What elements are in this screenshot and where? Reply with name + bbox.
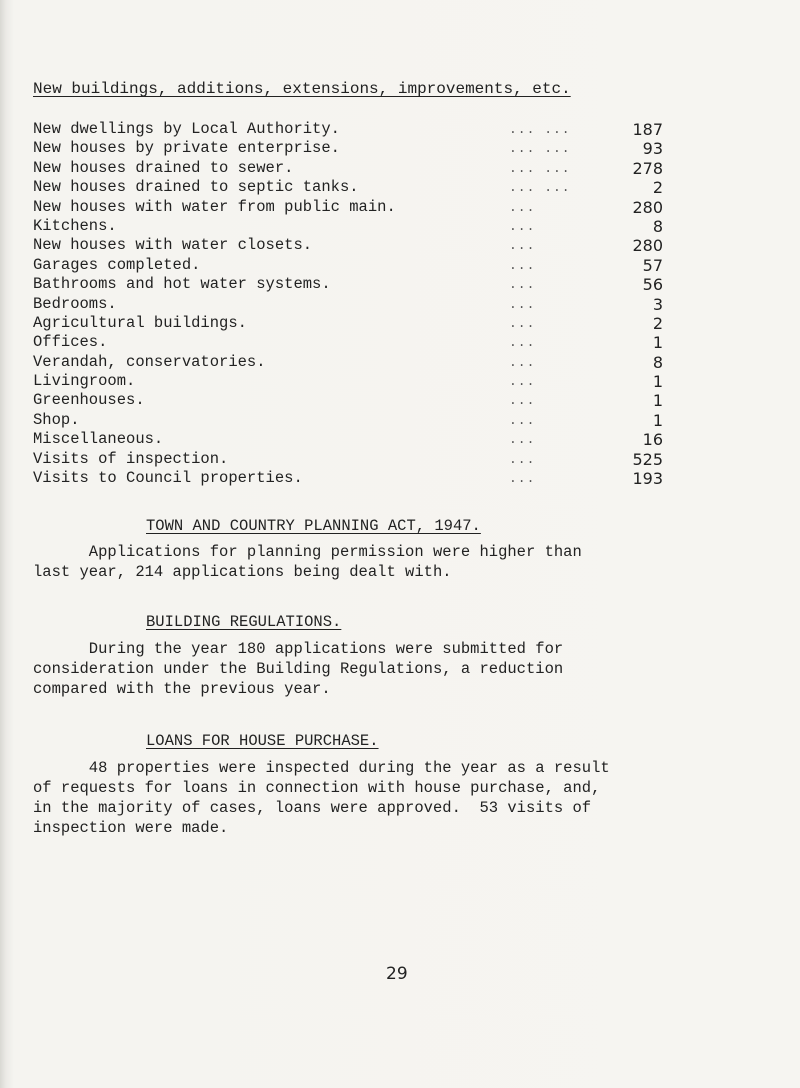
paragraph-line: compared with the previous year. (33, 680, 331, 698)
section-paragraph-building-regulations (33, 639, 693, 699)
stat-value: 8 (652, 216, 663, 236)
stat-row (33, 178, 663, 197)
stat-value: 93 (642, 139, 663, 159)
stat-row (33, 236, 663, 255)
paragraph-line: consideration under the Building Regulations, a reduction (33, 660, 564, 678)
paragraph-line: of requests for loans in connection with house purchase, and, (33, 779, 601, 797)
stat-value: 8 (652, 352, 663, 372)
stat-value: 187 (632, 120, 663, 139)
page-heading: New buildings, additions, extensions, improvements, etc. (33, 80, 571, 98)
leader-dots: ... ... (509, 122, 571, 137)
paragraph-line: Applications for planning permission were higher than (33, 543, 582, 561)
leader-dots: ... (509, 199, 536, 215)
leader-dots: ... ... (509, 141, 571, 157)
leader-dots: ... (509, 335, 536, 351)
stat-row (33, 391, 663, 410)
stat-row (33, 469, 663, 488)
leader-dots: ... (509, 432, 536, 448)
leader-dots: ... (509, 374, 536, 390)
stat-row (33, 430, 663, 449)
stat-row (33, 314, 663, 333)
leader-dots: ... (509, 238, 536, 254)
stat-value: 193 (632, 469, 663, 489)
stat-label: Shop. (33, 410, 80, 429)
stat-label: Offices. (33, 333, 108, 352)
leader-dots: ... ... (509, 160, 571, 176)
stat-value: 3 (652, 294, 663, 314)
leader-dots: ... (509, 257, 536, 273)
stat-label: Bedrooms. (33, 294, 117, 313)
stat-row (33, 333, 663, 352)
stat-value: 280 (632, 197, 663, 217)
paragraph-line: in the majority of cases, loans were approved. 53 visits of (33, 799, 592, 817)
stat-row (33, 120, 663, 139)
stat-value: 57 (642, 255, 663, 275)
stat-row (33, 450, 663, 469)
stat-value: 2 (652, 178, 663, 198)
stat-row (33, 217, 663, 236)
stat-value: 16 (642, 430, 663, 450)
leader-dots: ... (509, 277, 536, 293)
paragraph-line: inspection were made. (33, 819, 229, 837)
paragraph-line: During the year 180 applications were submitted for (33, 640, 564, 658)
leader-dots: ... (509, 218, 536, 234)
leader-dots: ... ... (509, 180, 571, 196)
stat-row (33, 411, 663, 430)
stat-label: New houses drained to septic tanks. (33, 178, 359, 197)
section-title-planning-act: TOWN AND COUNTRY PLANNING ACT, 1947. (146, 517, 481, 535)
stat-row (33, 295, 663, 314)
stat-value: 2 (652, 313, 663, 333)
statistics-list (33, 120, 663, 488)
leader-dots: ... (509, 393, 536, 409)
section-title-loans: LOANS FOR HOUSE PURCHASE. (146, 732, 379, 750)
leader-dots: ... (509, 412, 536, 428)
stat-row (33, 139, 663, 158)
stat-value: 280 (632, 236, 663, 256)
page-number: 29 (386, 964, 408, 984)
stat-row (33, 159, 663, 178)
stat-value: 1 (652, 333, 663, 353)
stat-label: New houses drained to sewer. (33, 158, 294, 177)
paragraph-line: 48 properties were inspected during the year as a result (33, 759, 610, 777)
stat-label: Verandah, conservatories. (33, 352, 266, 371)
stat-label: Visits of inspection. (33, 449, 229, 468)
leader-dots: ... (509, 296, 536, 312)
stat-value: 278 (632, 158, 663, 178)
section-paragraph-loans (33, 758, 693, 838)
stat-label: Kitchens. (33, 216, 117, 235)
stat-value: 1 (652, 391, 663, 411)
stat-value: 1 (652, 410, 663, 430)
leader-dots: ... (509, 315, 536, 331)
stat-label: Livingroom. (33, 372, 136, 391)
stat-label: Bathrooms and hot water systems. (33, 275, 331, 294)
leader-dots: ... (509, 354, 536, 370)
stat-label: New dwellings by Local Authority. (33, 120, 340, 138)
stat-row (33, 275, 663, 294)
stat-label: Greenhouses. (33, 391, 145, 410)
stat-label: Visits to Council properties. (33, 469, 303, 488)
stat-row (33, 198, 663, 217)
leader-dots: ... (509, 471, 536, 487)
stat-label: New houses by private enterprise. (33, 139, 340, 158)
section-title-building-regulations: BUILDING REGULATIONS. (146, 613, 342, 631)
stat-label: Miscellaneous. (33, 430, 164, 449)
stat-label: New houses with water from public main. (33, 197, 396, 216)
leader-dots: ... (509, 451, 536, 467)
stat-row (33, 256, 663, 275)
stat-value: 56 (642, 275, 663, 295)
stat-value: 525 (632, 449, 663, 469)
section-paragraph-planning-act (33, 542, 693, 582)
stat-label: Agricultural buildings. (33, 313, 247, 332)
stat-label: New houses with water closets. (33, 236, 313, 255)
paragraph-line: last year, 214 applications being dealt with. (33, 563, 452, 581)
stat-row (33, 353, 663, 372)
stat-value: 1 (652, 372, 663, 392)
stat-label: Garages completed. (33, 255, 201, 274)
stat-row (33, 372, 663, 391)
